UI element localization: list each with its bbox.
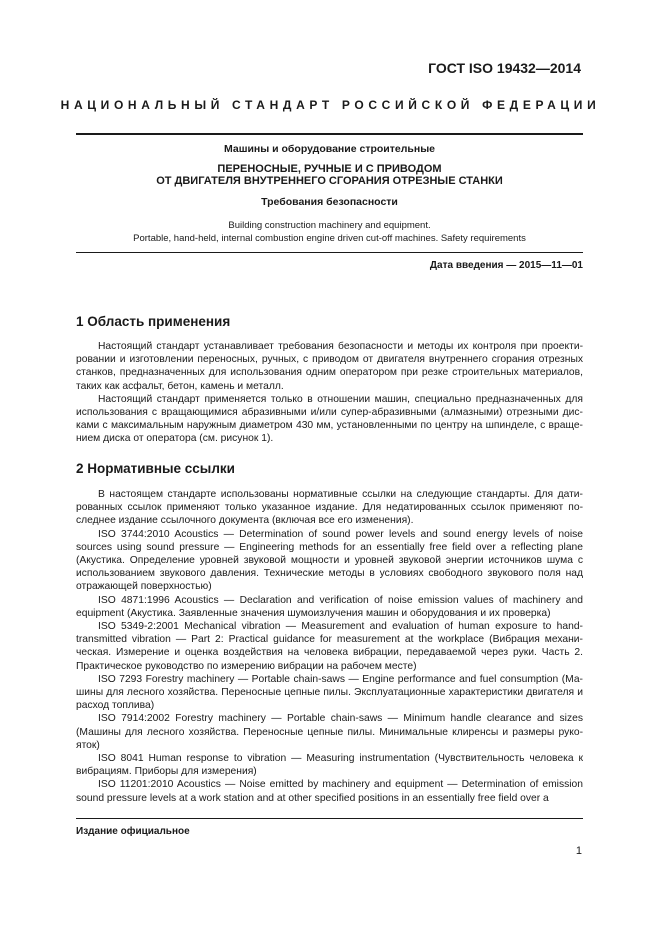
introduction-date: Дата введения — 2015—11—01 xyxy=(429,260,583,271)
section-1-paragraph: Настоящий стандарт устанавливает требования безопасности и методы их контроля при проекти-ровании и изготовлении переносных, ручных, с приводом от двигателя внутреннего сгорания отрезных станков, предназначенных для использования одним оператором при резке строительных материалов, таких как асфальт, бетон, камень и металл. xyxy=(76,341,583,392)
reference-iso-3744: ISO 3744:2010 Acoustics — Determination of sound power levels and sound energy levels of noise sources using sound pressure — Engineering methods for an essentially free field over a reflecting plane (Акустика. Определение уровней звуковой мощности и уровней звуковой энергии источников шума с использованием звукового давления. Технические методы в условиях свободного звукового поля над отражающей поверхностью) xyxy=(76,528,583,593)
reference-iso-7293: ISO 7293 Forestry machinery — Portable chain-saws — Engine performance and fuel consumption (Ма-шины для лесного хозяйства. Переносные цепные пилы. Эксплуатационные характеристики двигателя и расход топлива) xyxy=(76,673,583,712)
footer-divider xyxy=(76,818,583,819)
english-title-line-2: Portable, hand-held, internal combustion engine driven cut-off machines. Safety requirements xyxy=(133,233,526,244)
title-line-1: ПЕРЕНОСНЫЕ, РУЧНЫЕ И С ПРИВОДОМ xyxy=(217,163,442,175)
document-subtitle: Машины и оборудование строительные xyxy=(224,143,435,155)
reference-iso-5349-2: ISO 5349-2:2001 Mechanical vibration — Measurement and evaluation of human exposure to hand-transmitted vibration — Part 2: Practical guidance for measurement at the workplace (Вибрация механи-ческая. Измерение и оценка воздействия на человека вибрации, передаваемой через руки. Часть 2. Практическое руководство по измерению вибрации на рабочем месте) xyxy=(76,621,583,672)
top-divider xyxy=(76,133,583,135)
page-number: 1 xyxy=(575,845,582,857)
section-1-heading: 1 Область применения xyxy=(76,314,231,329)
document-code: ГОСТ ISO 19432—2014 xyxy=(428,60,581,76)
title-line-2: ОТ ДВИГАТЕЛЯ ВНУТРЕННЕГО СГОРАНИЯ ОТРЕЗНЫЕ СТАНКИ xyxy=(156,175,503,187)
english-title-line-1: Building construction machinery and equipment. xyxy=(228,220,431,231)
english-title xyxy=(76,219,583,245)
section-2-body xyxy=(76,488,583,805)
reference-iso-4871: ISO 4871:1996 Acoustics — Declaration and verification of noise emission values of machinery and equipment (Акустика. Заявленные значения шумоизлучения машин и оборудования и их проверка) xyxy=(76,594,583,619)
reference-iso-7914: ISO 7914:2002 Forestry machinery — Portable chain-saws — Minimum handle clearance and sizes (Машины для лесного хозяйства. Переносные цепные пилы. Минимальные клиренсы и размеры руко-яток) xyxy=(76,713,583,751)
section-1-paragraph: Настоящий стандарт применяется только в отношении машин, специально предназначенных для использования с вращающимися абразивными и/или супер-абразивными (алмазными) отрезными дис-ками с максимальным наружным диаметром 430 мм, установленными по центру на шпинделе, с враще-нием диска от оператора (см. рисунок 1). xyxy=(76,393,583,445)
official-edition-label: Издание официальное xyxy=(76,826,190,837)
section-2-paragraph: В настоящем стандарте использованы нормативные ссылки на следующие стандарты. Для дати-рованных ссылок применяют только указанное издание. Для недатированных ссылок применяют по-следнее издание ссылочного документа (включая все его изменения). xyxy=(76,489,583,527)
reference-iso-11201: ISO 11201:2010 Acoustics — Noise emitted by machinery and equipment — Determination of emission sound pressure levels at a work station and at other specified positions in an essentially free field over a xyxy=(76,779,583,804)
section-2-heading: 2 Нормативные ссылки xyxy=(76,461,235,476)
section-1-body xyxy=(76,340,583,446)
requirements-heading: Требования безопасности xyxy=(261,196,398,208)
reference-iso-8041: ISO 8041 Human response to vibration — Measuring instrumentation (Чувствительность человека к вибрациям. Приборы для измерения) xyxy=(76,753,583,778)
national-standard-banner: НАЦИОНАЛЬНЫЙ СТАНДАРТ РОССИЙСКОЙ ФЕДЕРАЦИИ xyxy=(60,98,601,112)
document-title xyxy=(76,163,583,187)
title-divider xyxy=(76,252,583,253)
